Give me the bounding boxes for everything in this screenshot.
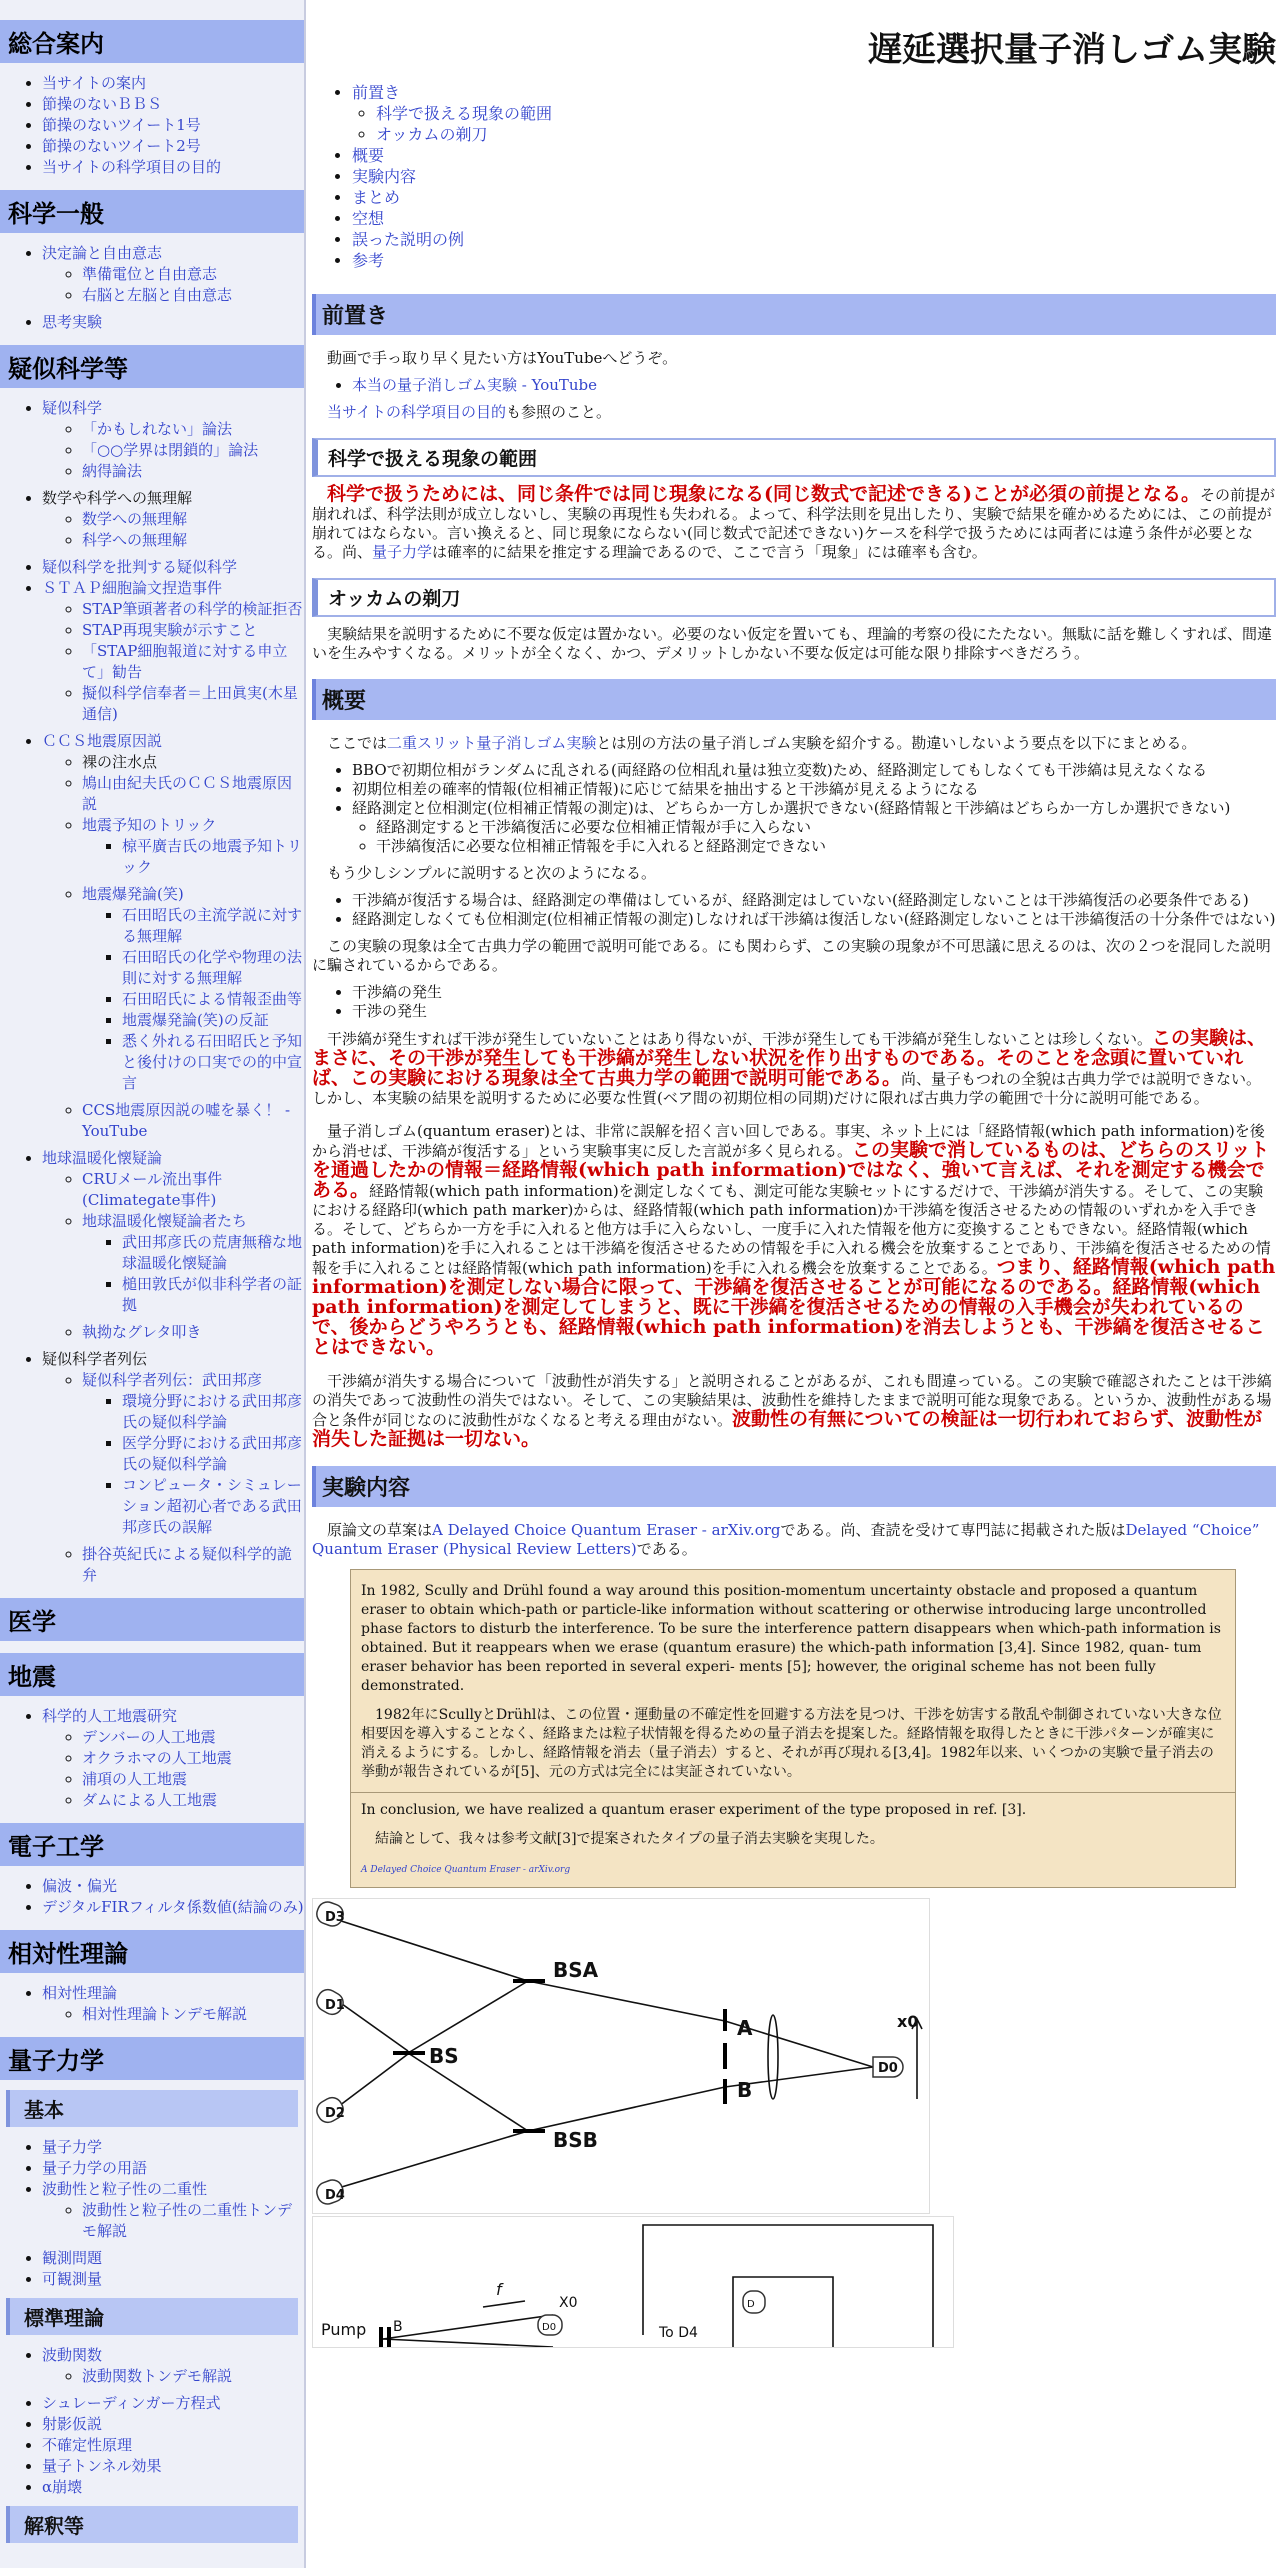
detector-d2-label: D2 [325, 2106, 345, 2121]
sidebar-list [0, 398, 304, 1586]
f-label: f [496, 2280, 502, 2299]
sidebar-list [0, 1876, 304, 1918]
paragraph: 干渉縞が発生すれば干渉が発生していないことはあり得ないが、干渉が発生しても干渉縞が発生しないことは珍しくない。この実験は、まさに、その干渉が発生しても干渉縞が発生しない状況を作り出すものである。そのことを念頭に置いていれば、この実験における現象は全て古典力学の範囲で説明可能である。尚、量子もつれの全貌は古典力学では説明できない。しかし、本実験の結果を説明するために必要な性質(ベア間の初期位相の同期)だけに限れば古典力学の範囲で十分に説明可能である。 [312, 1027, 1267, 1107]
toc-link[interactable]: 誤った説明の例 [352, 230, 465, 249]
sidebar-subheading: 基本 [6, 2090, 298, 2127]
sidebar-link[interactable]: CRUメール流出事件(Climategate事件) [82, 1170, 223, 1209]
sidebar-list [0, 2137, 304, 2290]
toc-link[interactable]: 前置き [352, 83, 401, 102]
sidebar-link[interactable]: 地球温暖化懐疑論者たち [82, 1212, 248, 1230]
to-d4-label: To D4 [659, 2325, 698, 2341]
sidebar-link[interactable]: 節操のないツイート1号 [42, 116, 201, 134]
sidebar-link[interactable]: 「かもしれない」論法 [82, 420, 233, 438]
toc-link[interactable]: 参考 [352, 251, 385, 270]
detector-d4-label: D4 [325, 2188, 345, 2203]
toc-link[interactable]: オッカムの剃刀 [376, 125, 488, 144]
sidebar-link[interactable]: 射影仮説 [42, 2415, 103, 2433]
sidebar-link[interactable]: デジタルFIRフィルタ係数値(結論のみ) [42, 1898, 304, 1916]
sidebar-link[interactable]: 地震爆発論(笑) [82, 885, 184, 903]
sidebar-link[interactable]: 相対性理論 [42, 1984, 118, 2002]
sidebar-item [42, 94, 304, 115]
arxiv-link[interactable]: A Delayed Choice Quantum Eraser - arXiv.org [432, 1521, 781, 1539]
paragraph: 原論文の草案はA Delayed Choice Quantum Eraser - arXiv.orgである。尚、査読を受けて専門誌に掲載された版はDelayed “Choice” Quantum Eraser (Physical Review Letters)である。 [312, 1521, 1260, 1558]
sidebar-link[interactable]: 浦項の人工地震 [82, 1770, 188, 1788]
d0-label: D0 [542, 2322, 557, 2333]
sidebar-link[interactable]: 節操のないＢＢＳ [42, 95, 163, 113]
quote-citation-link[interactable]: A Delayed Choice Quantum Eraser - arXiv.org [361, 1865, 571, 1875]
sidebar-heading: 電子工学 [0, 1823, 304, 1866]
bsa-label: BSA [553, 1958, 599, 1982]
paragraph: この実験の現象は全て古典力学の範囲で説明可能である。にも関わらず、この実験の現象が不可思議に思えるのは、次の２つを混同した説明に騙されているからである。 [312, 937, 1271, 974]
paragraph: ここでは二重スリット量子消しゴム実験とは別の方法の量子消しゴム実験を紹介する。勘違いしないよう要点を以下にまとめる。 [327, 734, 1197, 752]
quote-box: In 1982, Scully and Drühl found a way around this position-momentum uncertainty obstacle and proposed a quantum eraser to obtain which-path or particle-like information without scattering or otherwise introducing large uncontrolled phase factors to disturb the interference. To be sure the interference pattern disappears when which-path information is obtained. But it reappears when we erase (quantum erasure) the which-path information [3,4]. Since 1982, quan- tum eraser behavior has been reported in several experi- ments [5]; however, the original scheme has not been fully demonstrated. 1982年にScullyとDrühlは、この位置・運動量の不確定性を回避する方法を見つけ、干渉を妨害する散乱や制御されていない大きな位相要因を導入することなく、経路または粒子状情報を得るための量子消去を提案した。経路情報を取得したときに干渉パターンが確実に消えるようにする。しかし、経路情報を消去（量子消去）すると、それが再び現れる[3,4]。1982年以来、いくつかの実験で量子消去の挙動が報告されているが[5]、元の方式は完全には実証されていない。 In conclusion, we have realized a quantum eraser experiment of the type proposed in ref. [3]. 結論として、我々は参考文献[3]で提案されたタイプの量子消去実験を実現した。 A Delayed Choice Quantum Eraser - arXiv.org [350, 1569, 1236, 1888]
page-title: 遅延選択量子消しゴム実験 [868, 30, 1276, 70]
sidebar-subheading: 標準理論 [6, 2298, 298, 2335]
sidebar-link[interactable]: デンバーの人工地震 [82, 1728, 216, 1746]
section-heading: 実験内容 [312, 1466, 1276, 1507]
subsection-heading: オッカムの剃刀 [312, 578, 1276, 617]
sidebar-link[interactable]: 科学への無理解 [82, 531, 188, 549]
sidebar-heading: 相対性理論 [0, 1930, 304, 1973]
section-heading: 概要 [312, 679, 1276, 720]
sidebar-link[interactable]: 武田邦彦氏の荒唐無稽な地球温暖化懐疑論 [122, 1233, 303, 1272]
sidebar-link[interactable]: 疑似科学 [42, 399, 103, 417]
double-slit-link[interactable]: 二重スリット量子消しゴム実験 [387, 734, 597, 752]
qm-link[interactable]: 量子力学 [372, 543, 433, 561]
slit-a-label: A [737, 2016, 753, 2040]
sidebar-item [42, 157, 304, 178]
sidebar-link[interactable]: 納得論法 [82, 462, 143, 480]
x0-label: X0 [559, 2295, 578, 2311]
bs-label: BS [429, 2044, 459, 2068]
sidebar-item [42, 136, 304, 157]
sidebar-link[interactable]: 地震予知のトリック [82, 816, 217, 834]
sidebar-link[interactable]: STAP再現実験が示すこと [82, 621, 258, 639]
experiment-diagram [312, 1898, 930, 2214]
paragraph: 科学で扱うためには、同じ条件では同じ現象になる(同じ数式で記述できる)ことが必須の前提となる。その前提が崩れれば、科学法則が成立しないし、実験の再現性も失われる。よって、科学法則を見出したり、実験で結果を確かめるためには、この前提が崩れてはならない。言い換えると、同じ現象にならない(同じ数式で記述できない)ケースを科学で扱うためには両者には違う条件が必要となる。尚、量子力学は確率的に結果を推定する理論であるので、ここで言う「現象」には確率も含む。 [312, 483, 1275, 561]
sidebar-link[interactable]: ダムによる人工地震 [82, 1791, 218, 1809]
sidebar-link[interactable]: 疑似科学者列伝：武田邦彦 [82, 1371, 263, 1389]
sidebar-item [42, 312, 304, 333]
sidebar-link[interactable]: 数学への無理解 [82, 510, 188, 528]
sidebar-item [42, 73, 304, 94]
sidebar-link[interactable]: 地震爆発論(笑)の反証 [122, 1011, 269, 1029]
youtube-link[interactable]: 本当の量子消しゴム実験 - YouTube [352, 376, 598, 394]
sidebar-link[interactable]: 量子トンネル効果 [42, 2457, 162, 2475]
sidebar-heading: 医学 [0, 1598, 304, 1641]
sidebar-heading: 総合案内 [0, 20, 304, 63]
pump-label: Pump [321, 2320, 367, 2339]
sidebar-link[interactable]: 槌田敦氏が似非科学者の証拠 [122, 1275, 303, 1314]
sidebar-link[interactable]: 量子力学の用語 [42, 2159, 148, 2177]
sidebar-link[interactable]: 準備電位と自由意志 [82, 265, 218, 283]
sidebar [0, 0, 306, 2568]
sidebar-link[interactable]: 波動性と粒子性の二重性 [42, 2180, 208, 2198]
sidebar-link[interactable]: α崩壊 [42, 2478, 83, 2496]
sidebar-link[interactable]: 科学的人工地震研究 [42, 1707, 178, 1725]
sidebar-link[interactable]: 石田昭氏による情報歪曲等 [122, 990, 303, 1008]
sidebar-list [0, 73, 304, 178]
main-content [312, 0, 1276, 2341]
sidebar-link[interactable]: 決定論と自由意志 [42, 244, 163, 262]
slit-b-label: B [737, 2078, 753, 2102]
prl-link[interactable]: Delayed “Choice” Quantum Eraser (Physical Review Letters) [312, 1521, 1260, 1558]
sidebar-list [0, 243, 304, 333]
sidebar-item [82, 285, 304, 306]
sidebar-link[interactable]: 波動性と粒子性の二重性トンデモ解説 [82, 2201, 293, 2240]
sidebar-link[interactable]: 掛谷英紀氏による疑似科学的詭弁 [82, 1545, 293, 1584]
sidebar-link[interactable]: 量子力学 [42, 2138, 103, 2156]
sidebar-link[interactable]: 石田昭氏の化学や物理の法則に対する無理解 [122, 948, 303, 987]
bsb-label: BSB [553, 2128, 598, 2152]
sidebar-link[interactable]: 偏波・偏光 [42, 1877, 118, 1895]
sidebar-link[interactable]: 不確定性原理 [42, 2436, 133, 2454]
toc-link[interactable]: 空想 [352, 209, 385, 228]
sidebar-link[interactable]: 椋平廣吉氏の地震予知トリック [122, 837, 303, 876]
detector-d3-label: D3 [325, 1910, 345, 1925]
sidebar-link[interactable]: 当サイトの科学項目の目的 [42, 158, 221, 176]
sidebar-item [82, 264, 304, 285]
subsection-heading: 科学で扱える現象の範囲 [312, 438, 1276, 477]
sidebar-link[interactable]: 思考実験 [42, 313, 103, 331]
sidebar-item [42, 243, 304, 306]
sidebar-link[interactable]: CCS地震原因説の嘘を暴く！ - YouTube [82, 1101, 291, 1140]
sidebar-link[interactable]: 波動関数 [42, 2346, 103, 2364]
bullet-list: • 干渉縞が復活する場合は、経路測定の準備はしているが、経路測定はしていない(経路測定しないことは干渉縞復活の必要条件である) • 経路測定しなくても位相測定(位相補正情報の測定)しなければ干渉縞は復活しない(経路測定しないことは干渉縞復活の十分条件ではない) [312, 891, 1276, 929]
x0-label: x0 [897, 2012, 919, 2031]
paragraph: 量子消しゴム(quantum eraser)とは、非常に誤解を招く言い回しである。事実、ネット上には「経路情報(which path information)を後から消せば、干渉縞が復活する」という実験事実に反した言説が多く見られる。この実験で消しているものは、どちらのスリットを通過したかの情報＝経路情報(which path information)ではなく、強いて言えば、それを測定する機会である。経路情報(which path information)を測定しなくても、測定可能な実験セットにするだけで、干渉縞が消失する。そして、この実験における経路印(which path marker)からは、経路情報(which path information)か干渉縞を復活させるための情報のいずれかを入手できる。そして、どちらか一方を手に入れると他方は手に入らないし、一度手に入れた情報を他方に変換することもできない。経路情報(which path information)を手に入れることは干渉縞を復活させるための情報を手に入れる機会を放棄することであり、干渉縞を復活させるための情報を手に入れることは経路情報(which path information)を手に入れる機会を放棄することである。つまり、経路情報(which path information)を測定しない場合に限って、干渉縞を復活させることが可能になるのである。経路情報(which path information)を測定してしまうと、既に干渉縞を復活させるための情報の入手機会が失われているので、後からどうやろうとも、経路情報(which path information)を消去しようとも、干渉縞を復活させることはできない。 [312, 1122, 1276, 1358]
sidebar-list [0, 1983, 304, 2025]
paragraph: 当サイトの科学項目の目的も参照のこと。 [327, 403, 611, 421]
sidebar-link[interactable]: 石田昭氏の主流学説に対する無理解 [122, 906, 303, 945]
bullet-list: • 干渉縞の発生 • 干渉の発生 [312, 983, 1276, 1021]
b-label: B [393, 2319, 403, 2335]
sidebar-link[interactable]: ＣＣＳ地震原因説 [42, 732, 163, 750]
d-label: D [747, 2299, 755, 2310]
sidebar-link[interactable]: 当サイトの案内 [42, 74, 146, 92]
sidebar-subheading: 解釈等 [6, 2506, 298, 2543]
toc-link[interactable]: まとめ [352, 188, 401, 207]
sidebar-link[interactable]: 環境分野における武田邦彦氏の疑似科学論 [122, 1392, 303, 1431]
sidebar-link[interactable]: STAP筆頭著者の科学的検証拒否 [82, 600, 303, 618]
sidebar-link[interactable]: 疑似科学を批判する疑似科学 [42, 558, 238, 576]
sidebar-link[interactable]: コンピュータ・シミュレーション超初心者である武田邦彦氏の誤解 [122, 1476, 302, 1536]
sidebar-link[interactable]: 鳩山由紀夫氏のＣＣＳ地震原因説 [82, 774, 293, 813]
sidebar-link[interactable]: 「○○学界は閉鎖的」論法 [82, 441, 259, 459]
sidebar-link[interactable]: 観測問題 [42, 2249, 103, 2267]
sidebar-text: 裸の注水点 [82, 753, 158, 771]
sidebar-heading: 疑似科学等 [0, 345, 304, 388]
sidebar-link[interactable]: 右脳と左脳と自由意志 [82, 286, 233, 304]
section-heading: 前置き [312, 294, 1276, 335]
sidebar-list [0, 1706, 304, 1811]
sidebar-link[interactable]: 節操のないツイート2号 [42, 137, 201, 155]
purpose-link[interactable]: 当サイトの科学項目の目的 [327, 403, 506, 421]
paragraph: 動画で手っ取り早く見たい方はYouTubeへどうぞ。 [327, 349, 678, 367]
sidebar-link[interactable]: 波動関数トンデモ解説 [82, 2367, 233, 2385]
sidebar-link[interactable]: ＳＴＡＰ細胞論文捏造事件 [42, 579, 223, 597]
paragraph: 干渉縞が消失する場合について「波動性が消失する」と説明されることがあるが、これも間違っている。この実験で確認されたことは干渉縞の消失であって波動性の消失ではない。そして、この実験結果は、波動性を維持したままで説明可能な現象である。というか、波動性がある場合と条件が同じなのに波動性がなくなると考える理由がない。波動性の有無についての検証は一切行われておらず、波動性が消失した証拠は一切ない。 [312, 1372, 1272, 1450]
sidebar-link[interactable]: オクラホマの人工地震 [82, 1749, 232, 1767]
toc-link[interactable]: 科学で扱える現象の範囲 [376, 104, 553, 123]
sidebar-list [0, 2345, 304, 2498]
toc-link[interactable]: 概要 [352, 146, 385, 165]
detector-d0-label: D0 [878, 2061, 898, 2076]
paragraph: もう少しシンプルに説明すると次のようになる。 [327, 864, 657, 882]
sidebar-link[interactable]: 擬似科学信奉者＝上田眞実(木星通信) [82, 684, 298, 723]
sidebar-heading: 科学一般 [0, 190, 304, 233]
sidebar-link[interactable]: 悉く外れる石田昭氏と予知と後付けの口実での的中宣言 [122, 1032, 303, 1092]
sidebar-heading: 地震 [0, 1653, 304, 1696]
sidebar-link[interactable]: 執拗なグレタ叩き [82, 1323, 202, 1341]
sidebar-link[interactable]: シュレーディンガー方程式 [42, 2394, 221, 2412]
setup-diagram [312, 2216, 954, 2348]
toc-link[interactable]: 実験内容 [352, 167, 417, 186]
sidebar-link[interactable]: 相対性理論トンデモ解説 [82, 2005, 248, 2023]
sidebar-link[interactable]: 「STAP細胞報道に対する申立て」勧告 [82, 642, 288, 681]
sidebar-text: 疑似科学者列伝 [42, 1350, 148, 1368]
sidebar-item [42, 115, 304, 136]
sidebar-heading: 量子力学 [0, 2037, 304, 2080]
sidebar-text: 数学や科学への無理解 [42, 489, 193, 507]
paragraph: 実験結果を説明するために不要な仮定は置かない。必要のない仮定を置いても、理論的考察の役にたたない。無駄に話を難しくすれば、間違いを生みやすくなる。メリットが全くなく、かつ、デメリットしかない不要な仮定は可能な限り排除すべきだろう。 [312, 625, 1273, 662]
table-of-contents [312, 82, 552, 271]
sidebar-link[interactable]: 地球温暖化懐疑論 [42, 1149, 163, 1167]
sidebar-link[interactable]: 可観測量 [42, 2270, 103, 2288]
bullet-list: • BBOで初期位相がランダムに乱される(両経路の位相乱れ量は独立変数)ため、経路測定してもしなくても干渉縞は見えなくなる • 初期位相差の確率的情報(位相補正情報)に応じて結果を抽出すると干渉縞が見えるようになる • 経路測定と位相測定(位相補正情報の測定)は、どちらか一方しか選択できない(経路情報と干渉縞はどちらか一方しか選択できない) ◦ 経路測定すると干渉縞復活に必要な位相補正情報が手に入らない ◦ 干渉縞復活に必要な位相補正情報を手に入れると経路測定できない [312, 761, 1276, 856]
sidebar-link[interactable]: 医学分野における武田邦彦氏の疑似科学論 [122, 1434, 303, 1473]
detector-d1-label: D1 [325, 1998, 345, 2013]
